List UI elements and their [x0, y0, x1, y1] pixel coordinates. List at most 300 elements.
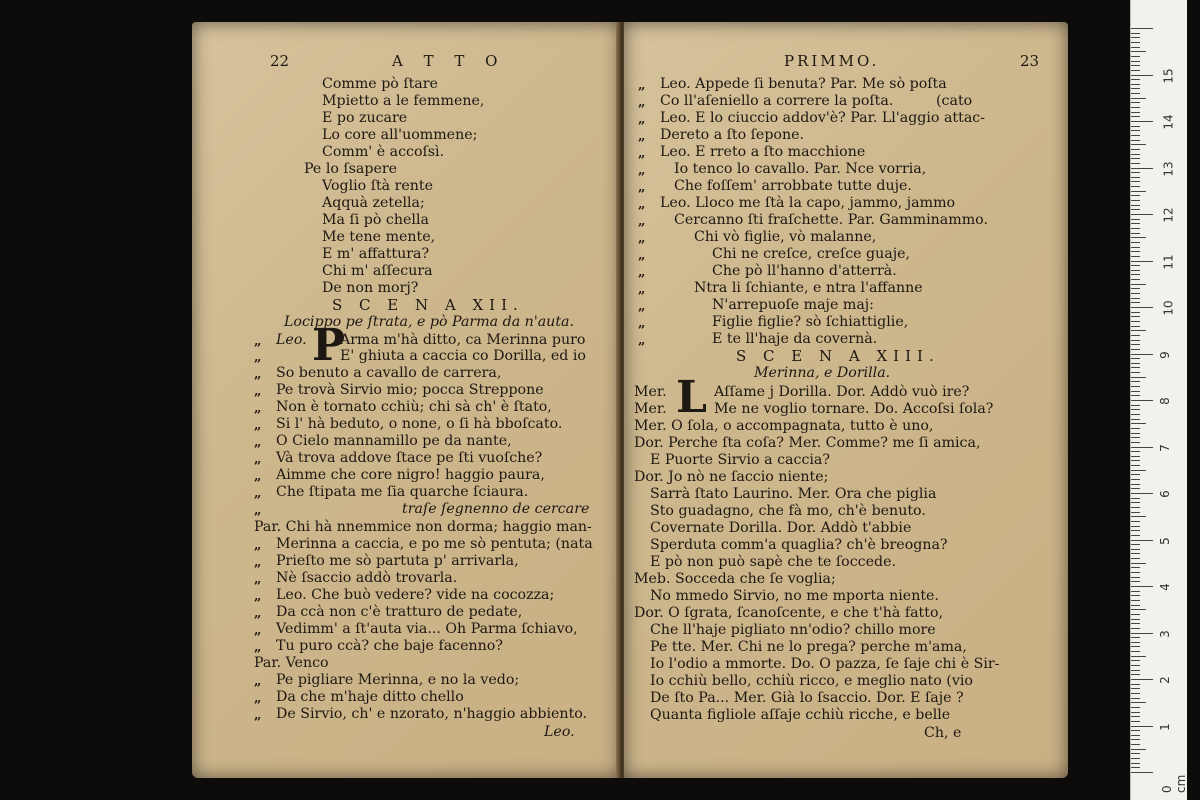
- ruler-tick: [1131, 521, 1140, 522]
- right-text-line: Meb. Socceda che ſe voglia;: [634, 571, 836, 587]
- ruler-tick: [1131, 437, 1140, 438]
- ruler-tick: [1131, 716, 1140, 717]
- left-text-line: Comm' è accoſsì.: [322, 144, 445, 160]
- quote-mark: „: [254, 538, 262, 553]
- left-text-line: Par. Venco: [254, 655, 329, 671]
- running-head-left: A T T O: [392, 52, 506, 70]
- left-text-line: Pe trovà Sirvio mio; pocca Streppone: [276, 382, 544, 398]
- right-text-line: E pò non può sapè che te ſoccede.: [650, 554, 896, 570]
- ruler-label: 4: [1157, 583, 1172, 591]
- ruler-tick: [1131, 51, 1146, 52]
- quote-mark: „: [254, 334, 262, 349]
- right-text-line: Che ll'haje pigliato nn'odio? chillo more: [650, 622, 936, 638]
- ruler-tick: [1131, 363, 1140, 364]
- ruler-tick: [1131, 558, 1140, 559]
- left-text-line: Locippo pe ſtrata, e pò Parma da n'auta.: [284, 314, 574, 330]
- ruler-tick: [1131, 465, 1140, 466]
- right-text-line: Pe tte. Mer. Chi ne lo prega? perche m'ama,: [650, 639, 967, 655]
- right-text-line: S C E N A XIII.: [736, 347, 940, 365]
- ruler-label: 12: [1161, 207, 1176, 223]
- quote-mark: „: [254, 555, 262, 570]
- quote-mark: „: [638, 282, 646, 297]
- ruler-tick: [1131, 330, 1146, 331]
- ruler-tick: [1131, 381, 1140, 382]
- ruler-tick: [1131, 744, 1140, 745]
- ruler-tick: [1131, 753, 1140, 754]
- quote-mark: „: [254, 452, 262, 467]
- ruler-tick: [1131, 460, 1140, 461]
- right-text-line: Mer.: [634, 401, 667, 417]
- ruler-tick: [1131, 665, 1140, 666]
- ruler-tick: [1131, 623, 1140, 624]
- ruler-label: 6: [1157, 490, 1172, 498]
- ruler-label: 7: [1157, 443, 1172, 452]
- ruler-tick: [1131, 739, 1140, 740]
- ruler-tick: [1131, 619, 1140, 620]
- left-text-line: Vedimm' a ſt'auta via... Oh Parma ſchiavo,: [276, 621, 578, 637]
- ruler-tick: [1131, 358, 1140, 359]
- left-text-line: Comme pò ſtare: [322, 76, 438, 92]
- ruler-tick: [1131, 367, 1140, 368]
- ruler-tick: [1131, 121, 1153, 122]
- ruler-tick: [1131, 586, 1153, 587]
- left-text-line: Da ccà non c'è tratturo de pedate,: [276, 604, 523, 620]
- ruler-tick: [1131, 479, 1140, 480]
- ruler-tick: [1131, 484, 1140, 485]
- left-text-line: Pe lo ſsapere: [304, 161, 398, 177]
- right-text-line: Sto guadagno, che fà mo, ch'è benuto.: [650, 503, 926, 519]
- ruler-tick: [1131, 102, 1140, 103]
- left-text-line: Voglio ſtà rente: [322, 178, 434, 194]
- ruler-label: 13: [1161, 160, 1176, 177]
- ruler-tick: [1131, 386, 1140, 387]
- quote-mark: „: [254, 691, 262, 706]
- ruler-tick: [1131, 730, 1140, 731]
- quote-mark: „: [254, 606, 262, 621]
- ruler-tick: [1131, 349, 1140, 350]
- ruler-tick: [1131, 186, 1140, 187]
- left-text-line: S C E N A XII.: [332, 296, 524, 314]
- measuring-ruler: [1130, 0, 1187, 800]
- right-text-line: Chi vò figlie, vò malanne,: [694, 229, 877, 245]
- ruler-tick: [1131, 70, 1140, 71]
- right-text-line: De ſto Pa... Mer. Già lo ſsaccio. Dor. E ſaje ?: [650, 690, 964, 706]
- ruler-tick: [1131, 28, 1153, 29]
- ruler-tick: [1131, 707, 1140, 708]
- quote-mark: „: [254, 589, 262, 604]
- left-text-line: Non è tornato cchiù; chi sà ch' è ſtato,: [276, 399, 552, 415]
- ruler-tick: [1131, 405, 1140, 406]
- quote-mark: „: [254, 401, 262, 416]
- ruler-tick: [1131, 293, 1140, 294]
- ruler-tick: [1131, 354, 1153, 355]
- ruler-tick: [1131, 247, 1140, 248]
- ruler-tick: [1131, 470, 1146, 471]
- right-text-line: Dereto a ſto ſepone.: [660, 127, 804, 143]
- ruler-tick: [1131, 540, 1153, 541]
- ruler-tick: [1131, 37, 1140, 38]
- drop-capital-left: P: [312, 320, 346, 371]
- right-text-line: (cato: [936, 93, 973, 109]
- right-text-line: Leo. E rreto a ſto macchione: [660, 144, 866, 160]
- quote-mark: „: [254, 572, 262, 587]
- ruler-tick: [1131, 233, 1140, 234]
- ruler-tick: [1131, 172, 1140, 173]
- right-text-line: E Puorte Sirvio a caccia?: [650, 452, 830, 468]
- quote-mark: „: [254, 367, 262, 382]
- ruler-tick: [1131, 419, 1140, 420]
- ruler-tick: [1131, 493, 1153, 494]
- ruler-tick: [1131, 605, 1140, 606]
- ruler-tick: [1131, 372, 1140, 373]
- ruler-tick: [1131, 93, 1140, 94]
- ruler-tick: [1131, 581, 1140, 582]
- ruler-tick: [1131, 126, 1140, 127]
- left-text-line: traſe ſegnenno de cercare: [402, 501, 590, 517]
- ruler-tick: [1131, 154, 1140, 155]
- left-text-line: Lo core all'uommene;: [322, 127, 478, 143]
- ruler-tick: [1131, 302, 1140, 303]
- ruler-tick: [1131, 614, 1140, 615]
- ruler-tick: [1131, 200, 1140, 201]
- left-text-line: Mpietto a le femmene,: [322, 93, 485, 109]
- right-text-line: Leo. Appede ſi benuta? Par. Me sò poſta: [660, 76, 947, 92]
- left-text-line: Leo.: [276, 332, 307, 348]
- right-text-line: Io l'odio a mmorte. Do. O pazza, ſe ſaje chi è Sir-: [650, 656, 1000, 672]
- ruler-label: 2: [1157, 676, 1172, 684]
- left-text-line: Và trova addove ſtace pe ſti vuoſche?: [276, 450, 543, 466]
- right-text-line: Io cchiù bello, cchiù ricco, e meglio nato (vio: [650, 673, 973, 689]
- ruler-tick: [1131, 79, 1140, 80]
- ruler-tick: [1131, 767, 1140, 768]
- ruler-tick: [1131, 284, 1146, 285]
- ruler-tick: [1131, 312, 1140, 313]
- quote-mark: „: [254, 350, 262, 365]
- ruler-tick: [1131, 553, 1140, 554]
- ruler-tick: [1131, 693, 1140, 694]
- quote-mark: „: [254, 674, 262, 689]
- left-text-line: De non morj?: [322, 280, 419, 296]
- ruler-tick: [1131, 502, 1140, 503]
- ruler-tick: [1131, 163, 1140, 164]
- ruler-tick: [1131, 237, 1146, 238]
- ruler-tick: [1131, 428, 1140, 429]
- right-text-line: Ntra li ſchiante, e ntra l'affanne: [694, 280, 923, 296]
- ruler-tick: [1131, 116, 1140, 117]
- quote-mark: „: [254, 503, 262, 518]
- ruler-tick: [1131, 535, 1140, 536]
- ruler-tick: [1131, 219, 1140, 220]
- ruler-tick: [1131, 298, 1140, 299]
- quote-mark: „: [638, 180, 646, 195]
- ruler-tick: [1131, 205, 1140, 206]
- quote-mark: „: [254, 469, 262, 484]
- ruler-tick: [1131, 42, 1140, 43]
- ruler-tick: [1131, 633, 1153, 634]
- ruler-tick: [1131, 651, 1140, 652]
- left-text-line: E po zucare: [322, 110, 408, 126]
- quote-mark: „: [254, 640, 262, 655]
- ruler-tick: [1131, 270, 1140, 271]
- ruler-tick: [1131, 674, 1140, 675]
- right-text-line: Figlie figlie? sò ſchiattiglie,: [712, 314, 909, 330]
- ruler-tick: [1131, 577, 1140, 578]
- quote-mark: „: [638, 78, 646, 93]
- ruler-tick: [1131, 670, 1140, 671]
- right-text-line: Merinna, e Dorilla.: [754, 365, 891, 381]
- quote-mark: „: [254, 435, 262, 450]
- quote-mark: „: [638, 163, 646, 178]
- ruler-tick: [1131, 228, 1140, 229]
- left-text-line: Tu puro ccà? che baje facenno?: [276, 638, 503, 654]
- ruler-tick: [1131, 600, 1140, 601]
- ruler-tick: [1131, 88, 1140, 89]
- ruler-tick: [1131, 177, 1140, 178]
- quote-mark: „: [638, 333, 646, 348]
- left-text-line: Da che m'haje ditto chello: [276, 689, 464, 705]
- ruler-tick: [1131, 591, 1140, 592]
- right-text-line: Quanta figliole aſſaje cchiù ricche, e belle: [650, 707, 951, 723]
- ruler-tick: [1131, 749, 1146, 750]
- ruler-tick: [1131, 158, 1140, 159]
- ruler-tick: [1131, 572, 1140, 573]
- ruler-label: 8: [1157, 397, 1172, 405]
- ruler-tick: [1131, 563, 1146, 564]
- ruler-tick: [1131, 646, 1140, 647]
- right-text-line: Sarrà ſtato Laurino. Mer. Ora che piglia: [650, 486, 937, 502]
- right-text-line: Me ne voglio tornare. Do. Accoſsi ſola?: [714, 401, 994, 417]
- ruler-tick: [1131, 712, 1140, 713]
- quote-mark: „: [638, 214, 646, 229]
- quote-mark: „: [638, 95, 646, 110]
- ruler-label: 15: [1161, 67, 1176, 84]
- right-text-line: Leo. Lloco me ſtà la capo, jammo, jammo: [660, 195, 956, 211]
- ruler-tick: [1131, 321, 1140, 322]
- ruler-tick: [1131, 758, 1140, 759]
- right-text-line: Aſſame j Dorilla. Dor. Addò vuò ire?: [714, 384, 970, 400]
- right-text-line: Covernate Dorilla. Dor. Addò t'abbie: [650, 520, 912, 536]
- ruler-tick: [1131, 112, 1140, 113]
- quote-mark: „: [638, 146, 646, 161]
- quote-mark: „: [638, 129, 646, 144]
- ruler-tick: [1131, 391, 1140, 392]
- right-text-line: N'arrepuoſe maje maj:: [712, 297, 874, 313]
- left-text-line: Pe pigliare Merinna, e no la vedo;: [276, 672, 520, 688]
- left-text-line: Chi m' aſſecura: [322, 263, 433, 279]
- ruler-tick: [1131, 488, 1140, 489]
- ruler-tick: [1131, 56, 1140, 57]
- ruler-tick: [1131, 340, 1140, 341]
- drop-capital-right: L: [676, 372, 707, 423]
- right-text-line: Che pò ll'hanno d'atterrà.: [712, 263, 897, 279]
- ruler-tick: [1131, 261, 1153, 262]
- ruler-tick: [1131, 316, 1140, 317]
- ruler-tick: [1131, 637, 1140, 638]
- ruler-tick: [1131, 688, 1140, 689]
- ruler-tick: [1131, 660, 1140, 661]
- page-number-right: 23: [1020, 52, 1040, 70]
- ruler-tick: [1131, 307, 1153, 308]
- ruler-tick: [1131, 507, 1140, 508]
- ruler-tick: [1131, 209, 1140, 210]
- ruler-tick: [1131, 140, 1140, 141]
- ruler-tick: [1131, 544, 1140, 545]
- right-text-line: Dor. Jo nò ne ſaccio niente;: [634, 469, 829, 485]
- ruler-tick: [1131, 498, 1140, 499]
- right-text-line: Cercanno ſti fraſchette. Par. Gamminammo.: [674, 212, 988, 228]
- right-text-line: Sperduta comm'a quaglia? ch'è breogna?: [650, 537, 948, 553]
- ruler-tick: [1131, 567, 1140, 568]
- ruler-tick: [1131, 721, 1140, 722]
- ruler-tick: [1131, 530, 1140, 531]
- ruler-tick: [1131, 679, 1153, 680]
- quote-mark: „: [638, 197, 646, 212]
- ruler-label: 11: [1161, 253, 1176, 270]
- ruler-tick: [1131, 251, 1140, 252]
- right-text-line: Dor. Perche ſta coſa? Mer. Comme? me ſi amica,: [634, 435, 981, 451]
- left-text-line: So benuto a cavallo de carrera,: [276, 365, 502, 381]
- ruler-tick: [1131, 595, 1140, 596]
- left-text-line: De Sirvio, ch' e nzorato, n'haggio abbiento.: [276, 706, 588, 722]
- ruler-tick: [1131, 656, 1146, 657]
- ruler-tick: [1131, 61, 1140, 62]
- ruler-tick: [1131, 256, 1140, 257]
- ruler-tick: [1131, 433, 1140, 434]
- ruler-tick: [1131, 144, 1146, 145]
- ruler-tick: [1131, 549, 1140, 550]
- left-text-line: O Cielo mannamillo pe da nante,: [276, 433, 512, 449]
- right-text-line: Dor. O ſgrata, ſcanoſcente, e che t'hà fatto,: [634, 605, 943, 621]
- left-text-line: Leo. Che buò vedere? vide na cocozza;: [276, 587, 555, 603]
- quote-mark: „: [254, 623, 262, 638]
- ruler-tick: [1131, 423, 1146, 424]
- left-page: [192, 22, 620, 778]
- ruler-tick: [1131, 512, 1140, 513]
- ruler-tick: [1131, 344, 1140, 345]
- ruler-tick: [1131, 181, 1140, 182]
- ruler-tick: [1131, 642, 1140, 643]
- ruler-tick: [1131, 149, 1140, 150]
- quote-mark: „: [254, 418, 262, 433]
- left-text-line: Leo.: [544, 724, 575, 740]
- ruler-tick: [1131, 526, 1140, 527]
- ruler-tick: [1131, 214, 1153, 215]
- right-text-line: Che foſſem' arrobbate tutte duje.: [674, 178, 912, 194]
- ruler-tick: [1131, 107, 1140, 108]
- right-text-line: E te ll'haje da covernà.: [712, 331, 878, 347]
- ruler-tick: [1131, 772, 1153, 773]
- left-text-line: Arma m'hà ditto, ca Merinna puro: [340, 332, 586, 348]
- ruler-tick: [1131, 609, 1146, 610]
- ruler-label: 5: [1157, 536, 1172, 545]
- left-text-line: Ma ſi pò chella: [322, 212, 429, 228]
- ruler-tick: [1131, 516, 1146, 517]
- ruler-tick: [1131, 274, 1140, 275]
- ruler-tick: [1131, 698, 1140, 699]
- ruler-tick: [1131, 395, 1140, 396]
- running-head-right: PRIMMO.: [784, 52, 880, 70]
- ruler-tick: [1131, 763, 1140, 764]
- quote-mark: „: [638, 265, 646, 280]
- ruler-label: 14: [1161, 114, 1176, 130]
- ruler-tick: [1131, 702, 1146, 703]
- left-text-line: Me tene mente,: [322, 229, 436, 245]
- ruler-tick: [1131, 288, 1140, 289]
- right-text-line: No mmedo Sirvio, no me mporta niente.: [650, 588, 939, 604]
- right-text-line: Leo. E lo ciuccio addov'è? Par. Ll'aggio attac-: [660, 110, 986, 126]
- ruler-label: 0 cm: [1160, 774, 1188, 793]
- quote-mark: „: [254, 708, 262, 723]
- left-text-line: Prieſto me sò partuta p' arrivarla,: [276, 553, 519, 569]
- quote-mark: „: [254, 384, 262, 399]
- ruler-tick: [1131, 735, 1140, 736]
- quote-mark: „: [638, 231, 646, 246]
- left-text-line: Merinna a caccia, e po me sò pentuta; (nata: [276, 536, 593, 552]
- open-book: [192, 22, 1068, 792]
- ruler-tick: [1131, 684, 1140, 685]
- right-text-line: Mer.: [634, 384, 667, 400]
- ruler-label: 9: [1157, 350, 1172, 359]
- ruler-tick: [1131, 414, 1140, 415]
- ruler-tick: [1131, 400, 1153, 401]
- ruler-label: 10: [1161, 300, 1176, 316]
- ruler-tick: [1131, 75, 1153, 76]
- ruler-tick: [1131, 191, 1146, 192]
- quote-mark: „: [254, 486, 262, 501]
- quote-mark: „: [638, 299, 646, 314]
- left-text-line: Che ſtipata me ſia quarche ſciaura.: [276, 484, 529, 500]
- ruler-tick: [1131, 456, 1140, 457]
- right-text-line: Mer. O ſola, o accompagnata, tutto è uno,: [634, 418, 934, 434]
- ruler-tick: [1131, 195, 1140, 196]
- quote-mark: „: [638, 112, 646, 127]
- ruler-tick: [1131, 474, 1140, 475]
- right-text-line: Ch, e: [924, 725, 962, 741]
- quote-mark: „: [638, 248, 646, 263]
- ruler-tick: [1131, 47, 1140, 48]
- ruler-tick: [1131, 377, 1146, 378]
- right-text-line: Chi ne creſce, creſce guaje,: [712, 246, 911, 262]
- page-number-left: 22: [270, 52, 290, 70]
- ruler-tick: [1131, 168, 1153, 169]
- left-text-line: Par. Chi hà nnemmice non dorma; haggio man-: [254, 519, 592, 535]
- right-text-line: Co ll'aſeniello a correre la poſta.: [660, 93, 894, 109]
- ruler-tick: [1131, 279, 1140, 280]
- ruler-tick: [1131, 135, 1140, 136]
- left-text-line: Aqquà zetella;: [322, 195, 425, 211]
- ruler-tick: [1131, 447, 1153, 448]
- ruler-tick: [1131, 265, 1140, 266]
- ruler-tick: [1131, 451, 1140, 452]
- ruler-tick: [1131, 442, 1140, 443]
- ruler-tick: [1131, 33, 1140, 34]
- ruler-label: 3: [1157, 629, 1172, 638]
- left-text-line: Aimme che core nigro! haggio paura,: [276, 467, 545, 483]
- ruler-tick: [1131, 726, 1153, 727]
- ruler-tick: [1131, 65, 1140, 66]
- ruler-tick: [1131, 130, 1140, 131]
- ruler-tick: [1131, 223, 1140, 224]
- left-text-line: Nè ſsaccio addò trovarla.: [276, 570, 458, 586]
- ruler-tick: [1131, 628, 1140, 629]
- left-text-line: Si l' hà beduto, o none, o ſi hà bboſcato.: [276, 416, 563, 432]
- ruler-tick: [1131, 326, 1140, 327]
- quote-mark: „: [638, 316, 646, 331]
- left-text-line: E' ghiuta a caccia co Dorilla, ed io: [340, 348, 586, 364]
- left-text-line: E m' affattura?: [322, 246, 430, 262]
- ruler-tick: [1131, 98, 1146, 99]
- ruler-label: 1: [1157, 722, 1172, 731]
